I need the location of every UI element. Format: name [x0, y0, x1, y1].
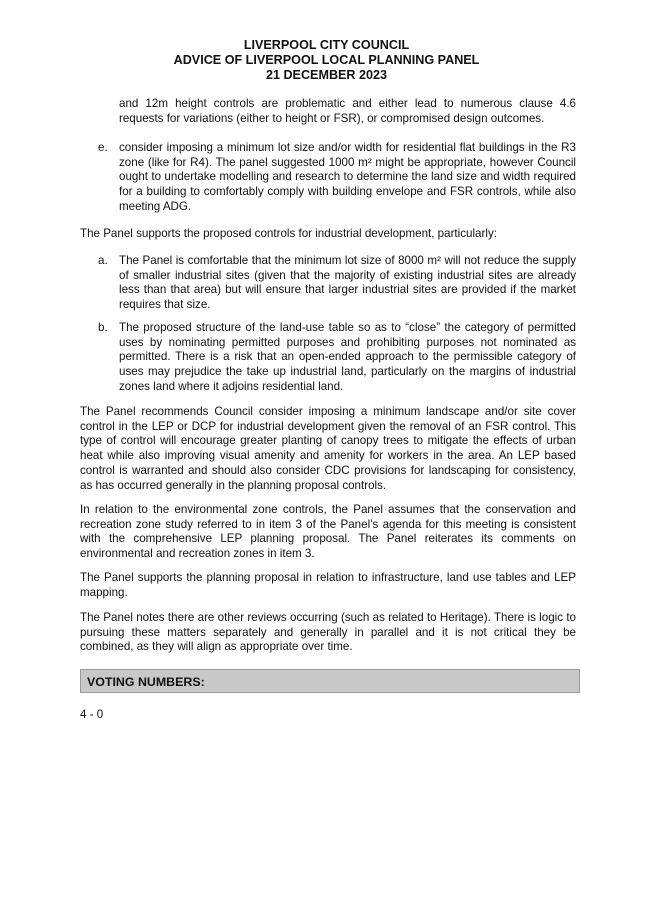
list-item-label: e.: [98, 141, 108, 154]
environmental-paragraph: In relation to the environmental zone controls, the Panel assumes that the conservation and recreation zone study referred to in item 3 of the Panel’s agenda for this meeting is consistent with the comprehensive LEP planning proposal. The Panel reiterates its comments on environmental and recreation zones in item 3.: [80, 503, 576, 561]
voting-result: 4 - 0: [80, 708, 104, 721]
council-name: LIVERPOOL CITY COUNCIL: [243, 38, 410, 52]
voting-numbers-heading: VOTING NUMBERS:: [87, 675, 205, 689]
industrial-intro: The Panel supports the proposed controls for industrial development, particularly:: [80, 227, 497, 240]
list-item-a: [98, 254, 576, 313]
list-item-text: The proposed structure of the land-use table so as to “close” the category of permitted uses by nominating permitted purposes and prohibiting purposes not nominated as permitted. There is a risk that an open-ended approach to the permissible category of uses may prejudice the take up industrial land, particularly on the margins of industrial zones land where it adjoins residential land.: [119, 321, 576, 393]
list-item-label: b.: [98, 321, 108, 334]
document-header: [0, 38, 653, 84]
list-item-text: The Panel is comfortable that the minimum lot size of 8000 m² will not reduce the supply of smaller industrial sites (given that the majority of existing industrial sites are already less than that area) but will ensure that larger industrial sites are provided if the market requires that size.: [119, 254, 576, 312]
list-item-label: a.: [98, 254, 108, 267]
continuation-text: and 12m height controls are problematic and either lead to numerous clause 4.6 requests for variations (either to height or FSR), or compromised design outcomes.: [119, 97, 576, 125]
list-item-e: [98, 141, 576, 215]
other-reviews-paragraph: The Panel notes there are other reviews occurring (such as related to Heritage). There is logic to pursuing these matters separately and generally in parallel and it is not critical they be combined, as they will align as appropriate over time.: [80, 611, 576, 654]
list-item-b: [98, 321, 576, 395]
infrastructure-paragraph: The Panel supports the planning proposal in relation to infrastructure, land use tables and LEP mapping.: [80, 571, 576, 599]
panel-name: ADVICE OF LIVERPOOL LOCAL PLANNING PANEL: [173, 53, 480, 68]
voting-numbers-bar: [80, 669, 580, 693]
list-item-text: consider imposing a minimum lot size and/or width for residential flat buildings in the R3 zone (like for R4). The panel suggested 1000 m² might be appropriate, however Council ought to undertake modelling and research to determine the land size and width required for a building to comfortably comply with building envelope and FSR controls, while also meeting ADG.: [119, 141, 576, 213]
landscape-paragraph: The Panel recommends Council consider imposing a minimum landscape and/or site cover control in the LEP or DCP for industrial development given the removal of an FSR control. This type of control will encourage greater planting of canopy trees to mitigate the effects of urban heat while also improving visual amenity and amenity for workers in the area. An LEP based control is warranted and should also consider CDC provisions for landscaping for consistency, as has occurred generally in the planning proposal controls.: [80, 405, 576, 492]
meeting-date: 21 DECEMBER 2023: [265, 68, 388, 83]
